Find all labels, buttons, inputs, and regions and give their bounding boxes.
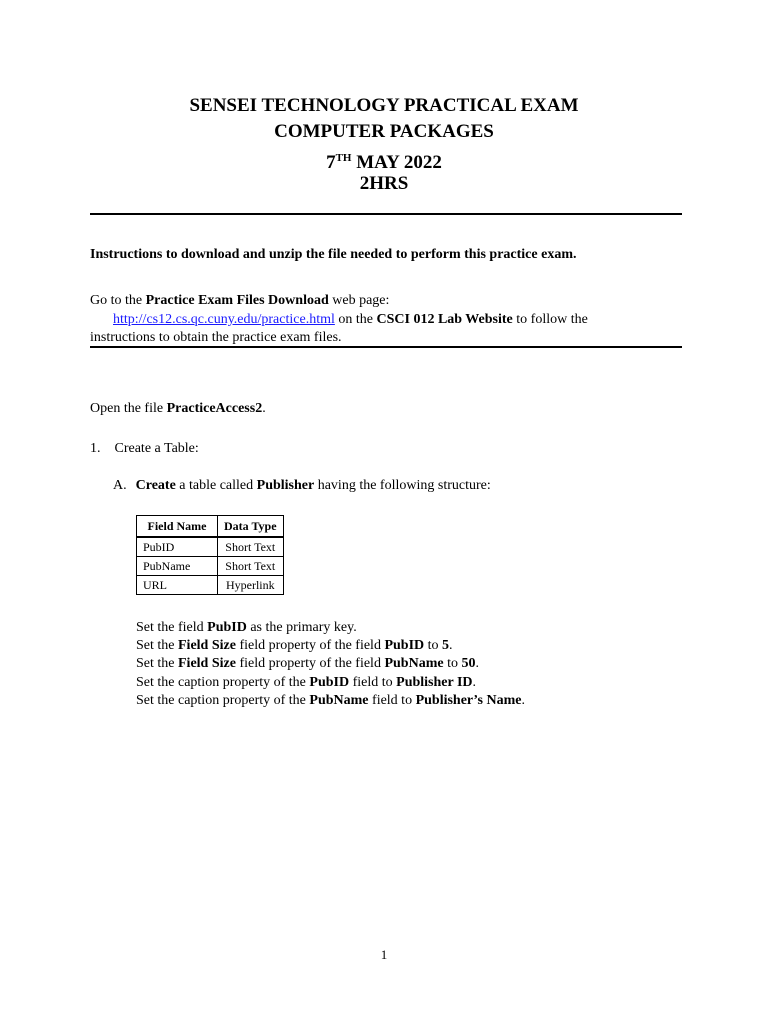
- setting-line: Set the field PubID as the primary key.: [136, 620, 357, 635]
- setting-line: Set the caption property of the PubName field to Publisher’s Name.: [136, 693, 525, 708]
- table-row: [137, 557, 284, 576]
- link-line: http://cs12.cs.qc.cuny.edu/practice.html on the CSCI 012 Lab Website to follow the: [113, 312, 588, 327]
- table-row: [137, 537, 284, 557]
- step-a: A. Create a table called Publisher having the following structure:: [113, 478, 491, 493]
- header-field-name: Field Name: [137, 516, 218, 538]
- exam-duration: 2HRS: [359, 173, 409, 194]
- open-file-line: Open the file PracticeAccess2.: [90, 401, 266, 416]
- exam-date: 7TH MAY 2022: [326, 152, 442, 173]
- practice-link[interactable]: http://cs12.cs.qc.cuny.edu/practice.html: [113, 312, 335, 327]
- page-number: 1: [380, 947, 388, 962]
- instructions-line: instructions to obtain the practice exam files.: [90, 330, 342, 345]
- instructions-heading: Instructions to download and unzip the file needed to perform this practice exam.: [90, 247, 577, 262]
- instructions-divider: [90, 346, 682, 348]
- structure-table: [136, 515, 284, 595]
- cell-field-name: PubID: [137, 537, 218, 557]
- step-1: 1. Create a Table:: [90, 441, 199, 456]
- setting-line: Set the caption property of the PubID field to Publisher ID.: [136, 675, 477, 690]
- cell-field-name: URL: [137, 576, 218, 595]
- table-header-row: [137, 516, 284, 538]
- header-data-type: Data Type: [218, 516, 284, 538]
- exam-title: SENSEI TECHNOLOGY PRACTICAL EXAM: [189, 95, 579, 116]
- table-row: [137, 576, 284, 595]
- exam-subject: COMPUTER PACKAGES: [274, 121, 494, 142]
- goto-line: Go to the Practice Exam Files Download web page:: [90, 293, 390, 308]
- cell-data-type: Hyperlink: [218, 576, 284, 595]
- cell-data-type: Short Text: [218, 557, 284, 576]
- header-divider: [90, 213, 682, 215]
- cell-field-name: PubName: [137, 557, 218, 576]
- cell-data-type: Short Text: [218, 537, 284, 557]
- setting-line: Set the Field Size field property of the field PubName to 50.: [136, 656, 479, 671]
- setting-line: Set the Field Size field property of the field PubID to 5.: [136, 638, 453, 653]
